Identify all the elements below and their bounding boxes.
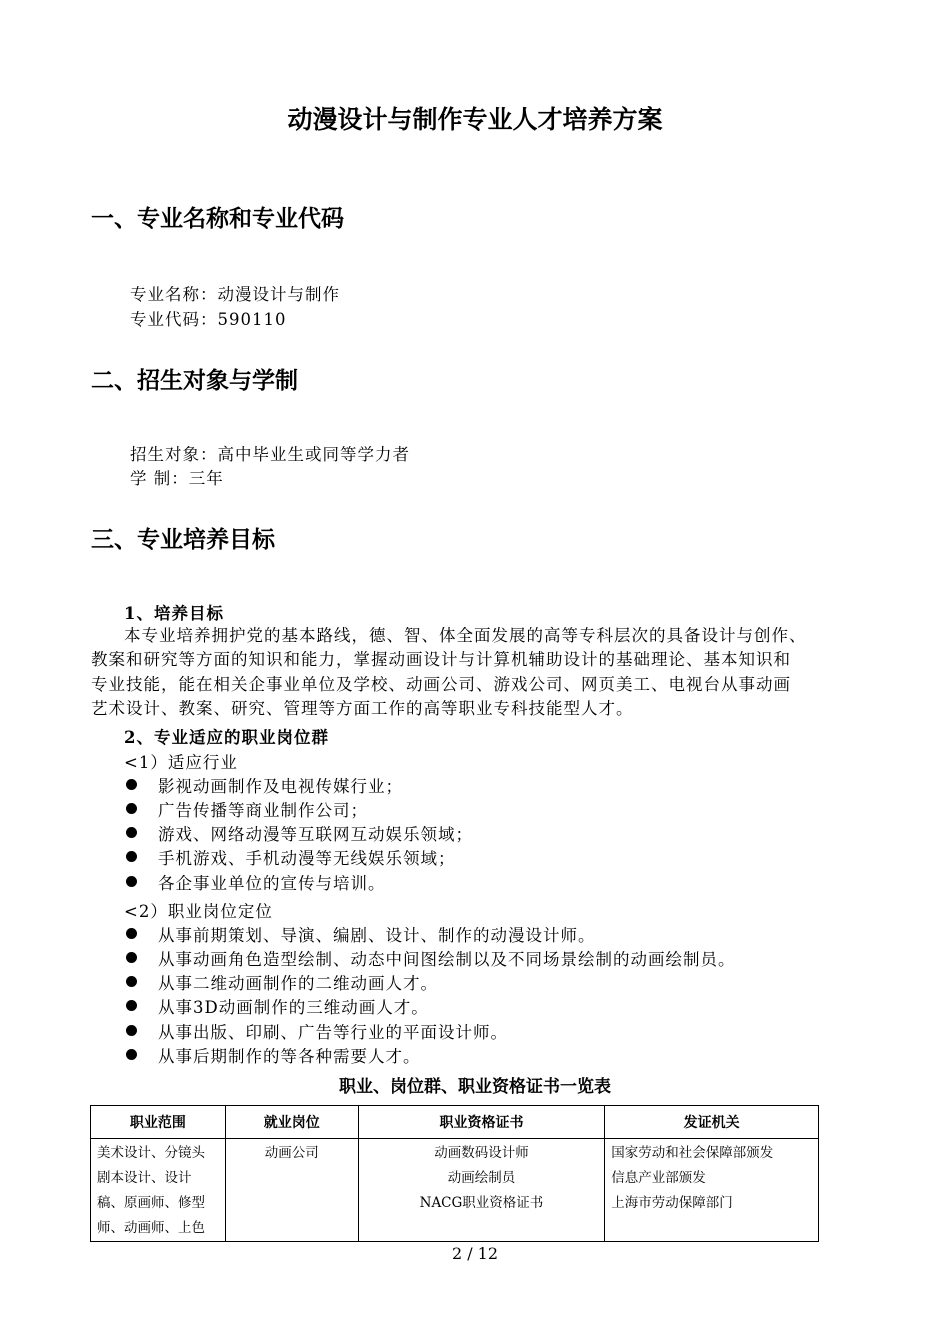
table-row [91, 1139, 819, 1242]
list-item: 广告传播等商业制作公司； [158, 801, 368, 820]
list-item: 从事后期制作的等各种需要人才。 [158, 1047, 421, 1066]
subheading-goal: 1、培养目标 [124, 604, 224, 623]
subheading-jobs: 2、专业适应的职业岗位群 [124, 728, 329, 747]
goal-line: 专业技能，能在相关企事业单位及学校、动画公司、游戏公司、网页美工、电视台从事动画 [91, 674, 791, 694]
bullet-icon [126, 779, 137, 790]
cell-line: 师、动画师、上色 [97, 1220, 205, 1236]
section-heading-2: 二、招生对象与学制 [91, 368, 298, 394]
bullet-icon [126, 1049, 137, 1060]
major-name: 专业名称：动漫设计与制作 [130, 285, 340, 304]
column-header-cert: 职业资格证书 [358, 1106, 605, 1139]
page-number: 2 / 12 [451, 1244, 499, 1263]
list-item: 从事动画角色造型绘制、动态中间图绘制以及不同场景绘制的动画绘制员。 [158, 950, 736, 969]
section-heading-1: 一、专业名称和专业代码 [91, 206, 344, 232]
cell-scope [91, 1139, 226, 1242]
cell-line: 稿、原画师、修型 [97, 1195, 205, 1211]
bullet-icon [126, 876, 137, 887]
table-header-row [91, 1106, 819, 1139]
position-group-title: <2）职业岗位定位 [124, 902, 273, 921]
cell-line: 动画公司 [264, 1145, 319, 1161]
cell-line: 剧本设计、设计 [97, 1170, 192, 1186]
cell-post [225, 1139, 358, 1242]
cell-line: 动画绘制员 [447, 1170, 516, 1186]
bullet-icon [126, 1000, 137, 1011]
bullet-icon [126, 827, 137, 838]
bullet-icon [126, 1025, 137, 1036]
cell-line: 上海市劳动保障部门 [611, 1195, 733, 1211]
list-item: 从事二维动画制作的二维动画人才。 [158, 974, 438, 993]
cell-line: 国家劳动和社会保障部颁发 [611, 1145, 774, 1161]
section-heading-3: 三、专业培养目标 [91, 527, 275, 553]
cell-cert [358, 1139, 605, 1242]
list-item: 从事前期策划、导演、编剧、设计、制作的动漫设计师。 [158, 926, 596, 945]
enroll-duration: 学 制：三年 [130, 469, 224, 488]
cell-line: 美术设计、分镜头 [97, 1145, 205, 1161]
bullet-icon [126, 952, 137, 963]
bullet-icon [126, 928, 137, 939]
goal-paragraph [91, 624, 871, 721]
cell-line: NACG职业资格证书 [419, 1195, 544, 1211]
bullet-icon [126, 976, 137, 987]
cell-line: 动画数码设计师 [434, 1145, 529, 1161]
table-caption: 职业、岗位群、职业资格证书一览表 [339, 1077, 611, 1097]
column-header-post: 就业岗位 [225, 1106, 358, 1139]
list-item: 游戏、网络动漫等互联网互动娱乐领域； [158, 825, 473, 844]
bullet-icon [126, 803, 137, 814]
document-title: 动漫设计与制作专业人才培养方案 [287, 105, 663, 134]
bullet-icon [126, 851, 137, 862]
column-header-issuer: 发证机关 [605, 1106, 819, 1139]
cell-issuer [605, 1139, 819, 1242]
list-item: 从事3D动画制作的三维动画人才。 [158, 998, 429, 1017]
goal-line: 本专业培养拥护党的基本路线，德、智、体全面发展的高等专科层次的具备设计与创作、 [124, 626, 807, 645]
list-item: 各企事业单位的宣传与培训。 [158, 874, 386, 893]
list-item: 从事出版、印刷、广告等行业的平面设计师。 [158, 1023, 508, 1042]
goal-line: 艺术设计、教案、研究、管理等方面工作的高等职业专科技能型人才。 [91, 698, 634, 718]
list-item: 影视动画制作及电视传媒行业； [158, 777, 403, 796]
industry-group-title: <1）适应行业 [124, 753, 238, 772]
list-item: 手机游戏、手机动漫等无线娱乐领域； [158, 849, 456, 868]
enroll-target: 招生对象：高中毕业生或同等学力者 [130, 445, 410, 464]
major-code: 专业代码：590110 [130, 310, 287, 329]
goal-line: 教案和研究等方面的知识和能力，掌握动画设计与计算机辅助设计的基础理论、基本知识和 [91, 650, 791, 670]
certificate-table [90, 1105, 819, 1242]
cell-line: 信息产业部颁发 [611, 1170, 706, 1186]
column-header-scope: 职业范围 [91, 1106, 226, 1139]
